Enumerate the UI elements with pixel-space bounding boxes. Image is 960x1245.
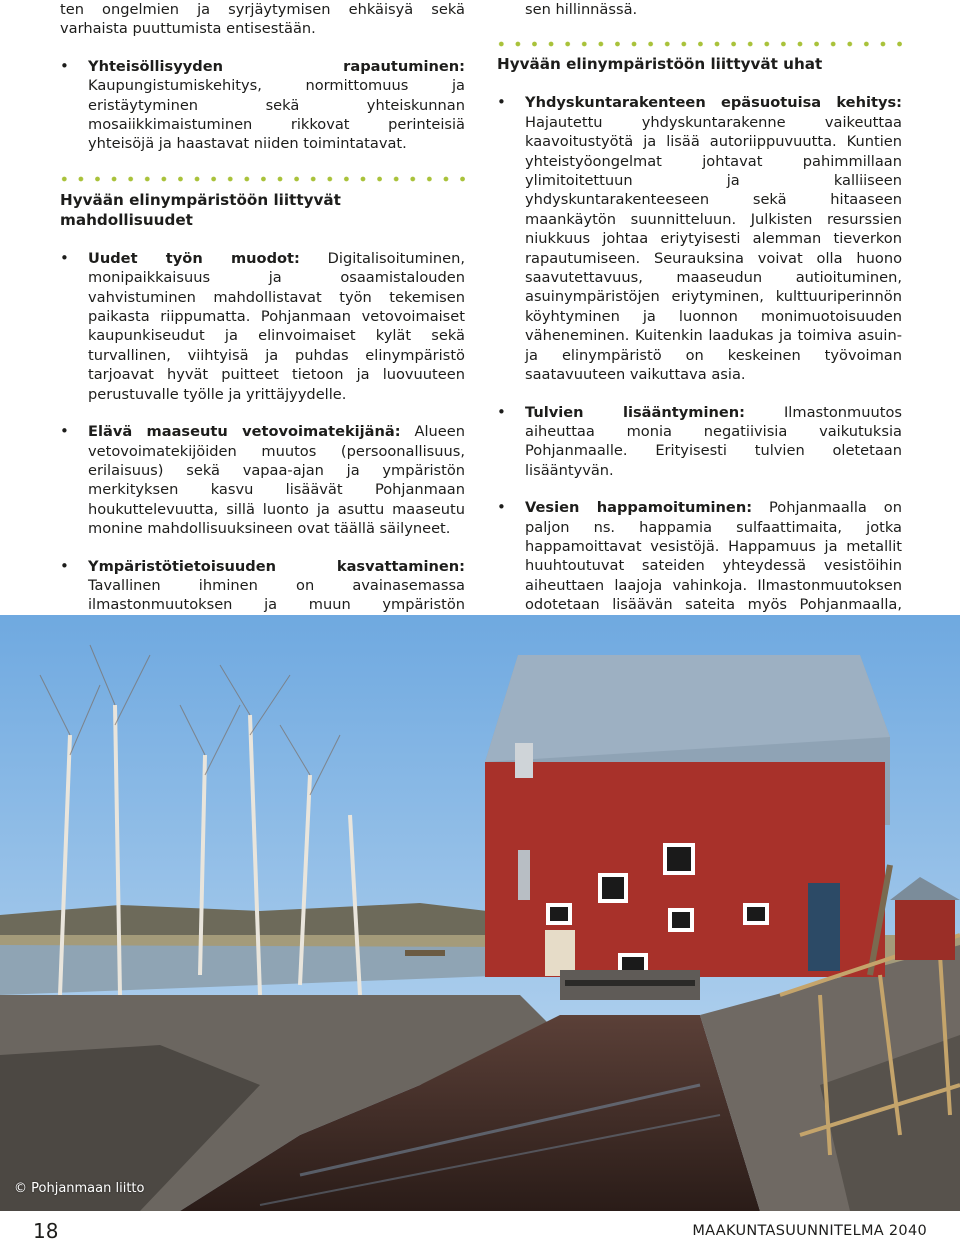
publication-title: MAAKUNTASUUNNITELMA 2040	[692, 1223, 927, 1239]
dotted-divider	[60, 174, 465, 184]
page-footer	[0, 1211, 960, 1245]
bullet-text: Digitalisoituminen, monipaikkaisuus ja osaamistalouden vahvistuminen mahdollistavat työn tekemisen paikasta riippumatta. Pohjanmaan vetovoimaiset kaupunkiseudut ja elinvoimaiset kylät sekä turvallinen, viihtyisä ja puhdas elinympäristö tarjoavat hyvät puitteet tietoon ja luovuuteen perustuvalle työlle ja yrittäjyydelle.	[88, 249, 465, 403]
list-item	[60, 422, 465, 538]
bullet-term: Vesien happamoituminen:	[525, 499, 753, 517]
bullet-text: Alueen vetovoimatekijöiden muutos (persoonallisuus, erilaisuus) sekä vapaa-ajan ja ympäristön merkityksen kasvu lisäävät Pohjanmaan houkuttelevuutta, sillä luonto ja asuttu maaseutu monine mahdollisuuksineen ovat täällä säilyneet.	[88, 423, 465, 538]
bullet-term: Elävä maaseutu vetovoimatekijänä:	[88, 423, 401, 441]
bullet-text: Hajautettu yhdyskuntarakenne vaikeuttaa kaavoitustyötä ja lisää autoriippuvuutta. Kuntien yhteistyöongelmat johtavat pahimmillaan ylimitoitettuun ja kalliiseen yhdyskuntarakenteeseen sekä hitaaseen maankäytön suunnitteluun. Julkisten resurssien niukkuus johtaa eriytyisesti alemman tieverkon rapautumiseen. Seurauksina voivat olla huono saavutettavuus, maaseudun autioituminen, asuinympäristöjen eriytyminen, kulttuuriperinnön köyhtyminen ja luonnon monimuotoisuuden väheneminen. Kuitenkin laadukas ja toimiva asuin- ja elinympäristö on keskeinen työvoiman saatavuuteen vaikuttava asia.	[525, 113, 902, 384]
page-number: 18	[33, 1219, 59, 1243]
threats-list	[497, 93, 902, 634]
intro-bullet-list	[60, 57, 465, 154]
bullet-text: Pohjanmaalla on paljon ns. happamia sulfaattimaita, jotka happamoittavat vesistöjä. Happamuus ja metallit huuhtoutuvat sateiden yhteydessä vesistöihin aiheuttaen laajoja vahinkoja. Ilmastonmuutoksen odotetaan lisäävän sateita myös Pohjanmaalla,	[525, 499, 902, 614]
bullet-term: Ympäristötietoisuuden kasvattaminen:	[88, 557, 465, 575]
photo-illustration	[0, 615, 960, 1211]
bullet-term: Yhteisöllisyyden rapautuminen:	[88, 57, 465, 75]
continuation-text: sen hillinnässä.	[525, 1, 638, 18]
list-item	[60, 249, 465, 404]
list-item	[60, 57, 465, 154]
section-heading-threats: Hyvään elinympäristöön liittyvät uhat	[497, 55, 823, 74]
list-item	[497, 403, 902, 481]
dotted-divider	[497, 39, 902, 49]
list-item	[497, 93, 902, 384]
bullet-term: Tulvien lisääntyminen:	[525, 403, 745, 421]
bullet-text: Kaupungistumiskehitys, normittomuus ja eristäytyminen sekä yhteiskunnan mosaiikkimaistuminen rikkovat perinteisiä yhteisöjä ja haastavat niiden toimintatavat.	[88, 77, 465, 153]
bullet-term: Uudet työn muodot:	[88, 249, 300, 267]
bullet-text: Ilmastonmuutos aiheuttaa monia negatiivisia vaikutuksia Pohjanmaalle. Erityisesti tulvien oletetaan lisääntyvän.	[525, 403, 902, 479]
section-heading-opportunities: Hyvään elinympäristöön liittyvät mahdollisuudet	[60, 190, 341, 229]
list-item	[497, 498, 902, 634]
photo-credit: © Pohjanmaan liitto	[14, 1181, 145, 1196]
intro-paragraph: ten ongelmien ja syrjäytymisen ehkäisyä sekä varhaista puuttumista entisestään.	[60, 1, 465, 38]
bullet-text: Tavallinen ihminen on avainasemassa ilmastonmuutoksen ja muun ympäristön	[88, 576, 465, 614]
bullet-term: Yhdyskuntarakenteen epäsuotuisa kehitys:	[525, 94, 902, 112]
red-mill-building-photo	[0, 615, 960, 1211]
left-column	[60, 0, 465, 692]
right-column	[497, 0, 902, 634]
